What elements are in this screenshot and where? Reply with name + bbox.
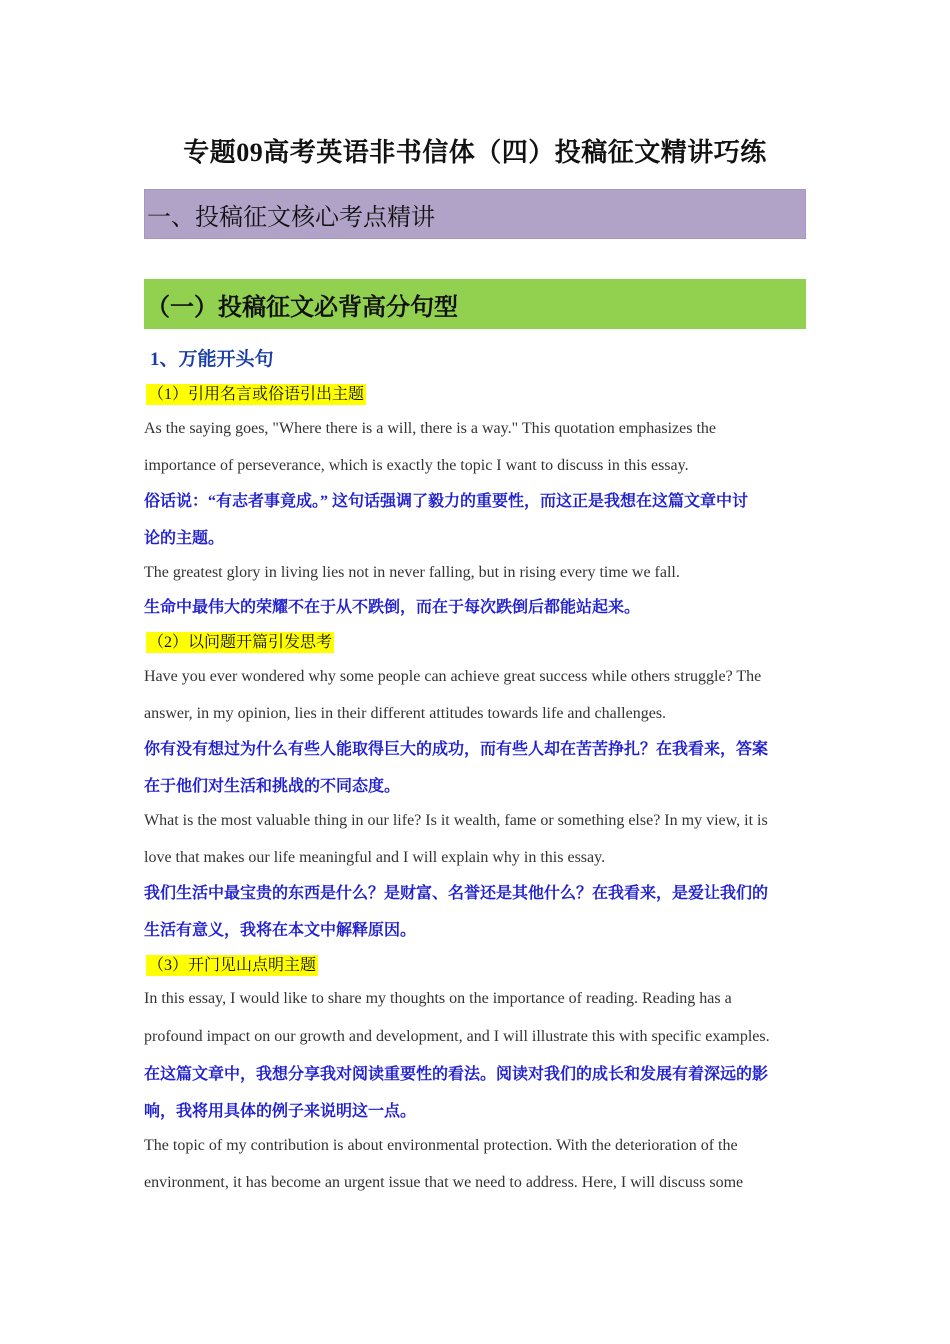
section-heading-core: 一、投稿征文核心考点精讲 [147,204,435,231]
chinese-translation-line: 我们生活中最宝贵的东西是什么？是财富、名誉还是其他什么？在我看来，是爱让我们的 [144,885,769,902]
chinese-translation-line: 俗话说：“有志者事竟成。” 这句话强调了毅力的重要性，而这正是我想在这篇文章中讨 [144,493,749,510]
english-line: Have you ever wondered why some people can achieve great success while others struggle? The [144,668,762,685]
chinese-translation-line: 论的主题。 [144,530,225,547]
english-line: The topic of my contribution is about environmental protection. With the deterioration of the [144,1137,738,1154]
chinese-translation-line: 在这篇文章中，我想分享我对阅读重要性的看法。阅读对我们的成长和发展有着深远的影 [144,1066,769,1083]
section-heading-sentences: （一）投稿征文必背高分句型 [146,294,458,321]
english-line: What is the most valuable thing in our life? Is it wealth, fame or something else? In my view, it is [144,812,768,829]
english-line: importance of perseverance, which is exactly the topic I want to discuss in this essay. [144,457,689,474]
english-line: environment, it has become an urgent issue that we need to address. Here, I will discuss some [144,1174,744,1191]
chinese-translation-line: 生命中最伟大的荣耀不在于从不跌倒，而在于每次跌倒后都能站起来。 [144,599,641,616]
chinese-translation-line: 响，我将用具体的例子来说明这一点。 [144,1103,417,1120]
english-line: The greatest glory in living lies not in never falling, but in rising every time we fall. [144,564,680,581]
category-question: （2）以问题开篇引发思考 [148,634,333,651]
category-direct: （3）开门见山点明主题 [148,957,317,974]
english-line: answer, in my opinion, lies in their different attitudes towards life and challenges. [144,705,667,722]
english-line: love that makes our life meaningful and I will explain why in this essay. [144,849,606,866]
document-title: 专题09高考英语非书信体（四）投稿征文精讲巧练 [183,138,767,167]
chinese-translation-line: 你有没有想过为什么有些人能取得巨大的成功，而有些人却在苦苦挣扎？在我看来，答案 [144,741,769,758]
section-banner-core [144,189,806,239]
chinese-translation-line: 在于他们对生活和挑战的不同态度。 [144,778,401,795]
category-quote: （1）引用名言或俗语引出主题 [148,386,365,403]
english-line: profound impact on our growth and development, and I will illustrate this with specific examples. [144,1028,770,1045]
english-line: As the saying goes, "Where there is a will, there is a way." This quotation emphasizes the [144,420,717,437]
chinese-translation-line: 生活有意义，我将在本文中解释原因。 [144,922,417,939]
english-line: In this essay, I would like to share my thoughts on the importance of reading. Reading has a [144,990,732,1007]
section-banner-sentences [144,279,806,329]
subheading-opening: 1、万能开头句 [150,349,274,370]
